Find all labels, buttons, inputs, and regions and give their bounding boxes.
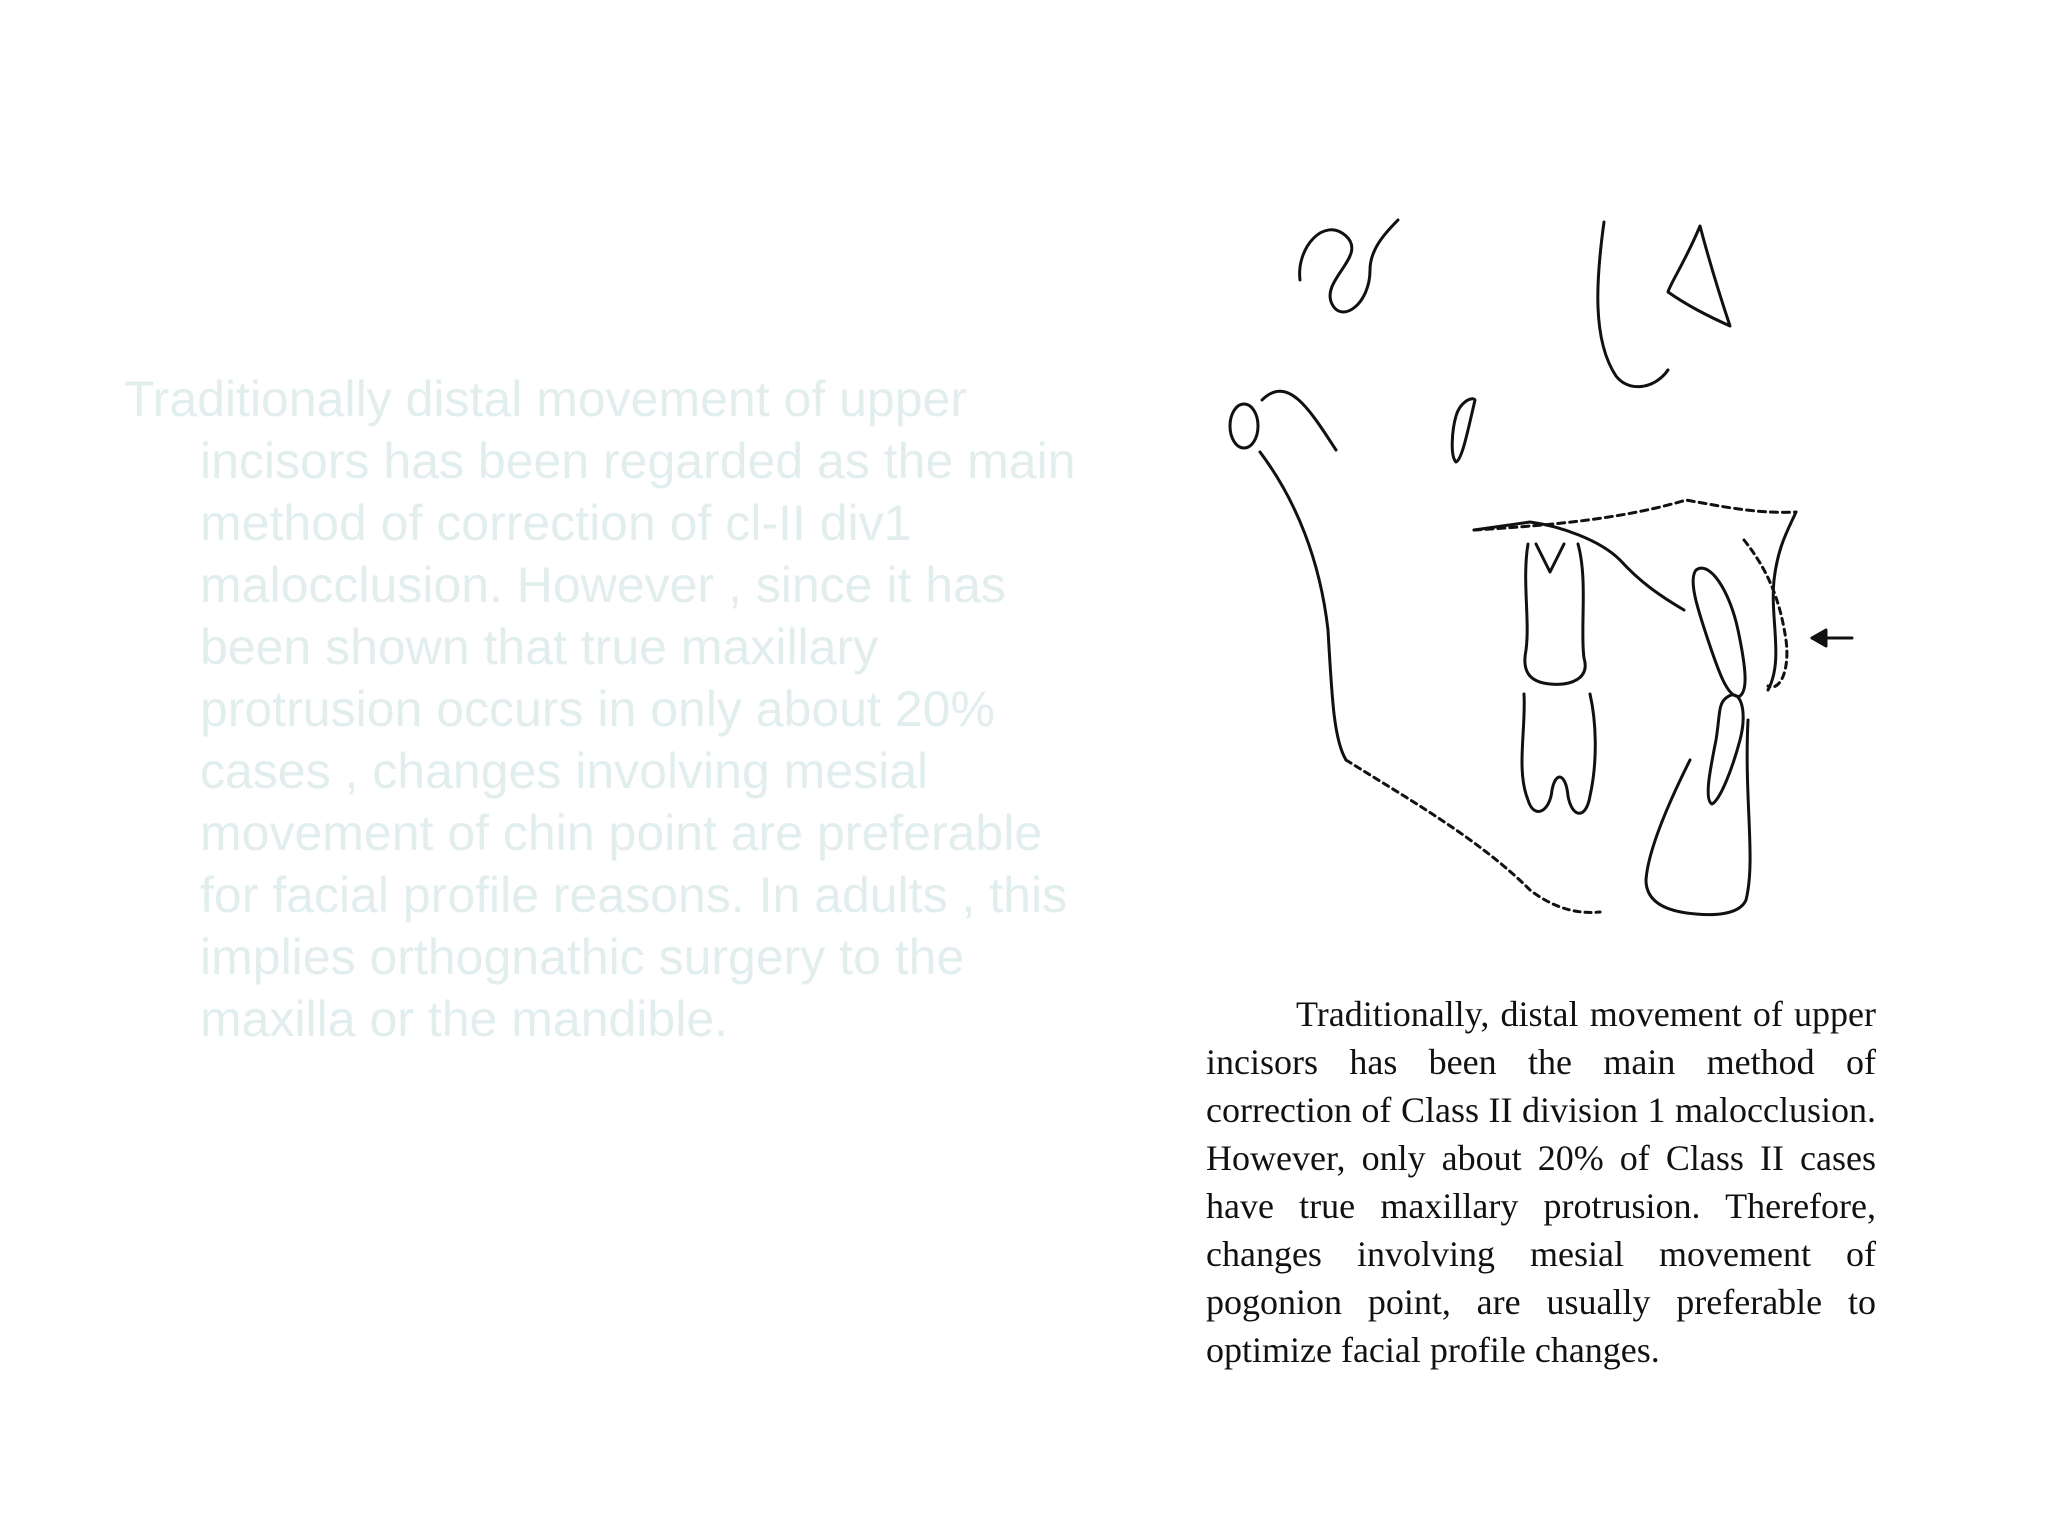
pterygoid-fissure: [1452, 399, 1475, 462]
palatal-solid: [1474, 522, 1684, 610]
mandible-ramus: [1262, 391, 1336, 450]
soft-tissue-profile: [1744, 540, 1787, 687]
arrow-head-icon: [1812, 630, 1826, 646]
cephalometric-tracing-figure: [1200, 200, 1900, 940]
palatal-plane: [1474, 500, 1796, 530]
chin-symphysis: [1646, 720, 1750, 915]
lower-molar: [1522, 694, 1595, 813]
nasal-bone: [1668, 226, 1730, 326]
soft-tissue-solid: [1768, 512, 1796, 690]
figure-caption: Traditionally, distal movement of upper incisors has been the main method of correction of Class II division 1 malocclusion. However, only about 20% of Class II cases have true maxillary protrusion. Therefore, changes involving mesial movement of pogonion point, are usually preferable to optimize facial profile changes.: [1206, 994, 1876, 1370]
lower-incisor: [1708, 695, 1743, 804]
mandible-outline: [1260, 452, 1346, 760]
frontal-curve: [1598, 222, 1668, 387]
orbit-curve: [1300, 220, 1398, 312]
upper-molar-crown: [1536, 544, 1564, 572]
condyle: [1230, 404, 1258, 448]
upper-incisor: [1693, 568, 1745, 696]
mandible-lower-border: [1346, 760, 1600, 912]
slide-body-text: Traditionally distal movement of upper incisors has been regarded as the main method of correction of cl-II div1 malocclusion. However , since it has been shown that true maxillary protrusion occurs in only about 20% cases , changes involving mesial movement of chin point are preferable for facial profile reasons. In adults , this implies orthognathic surgery to the maxilla or the mandible.: [124, 371, 1076, 1047]
cephalometric-tracing: [1200, 200, 1900, 940]
